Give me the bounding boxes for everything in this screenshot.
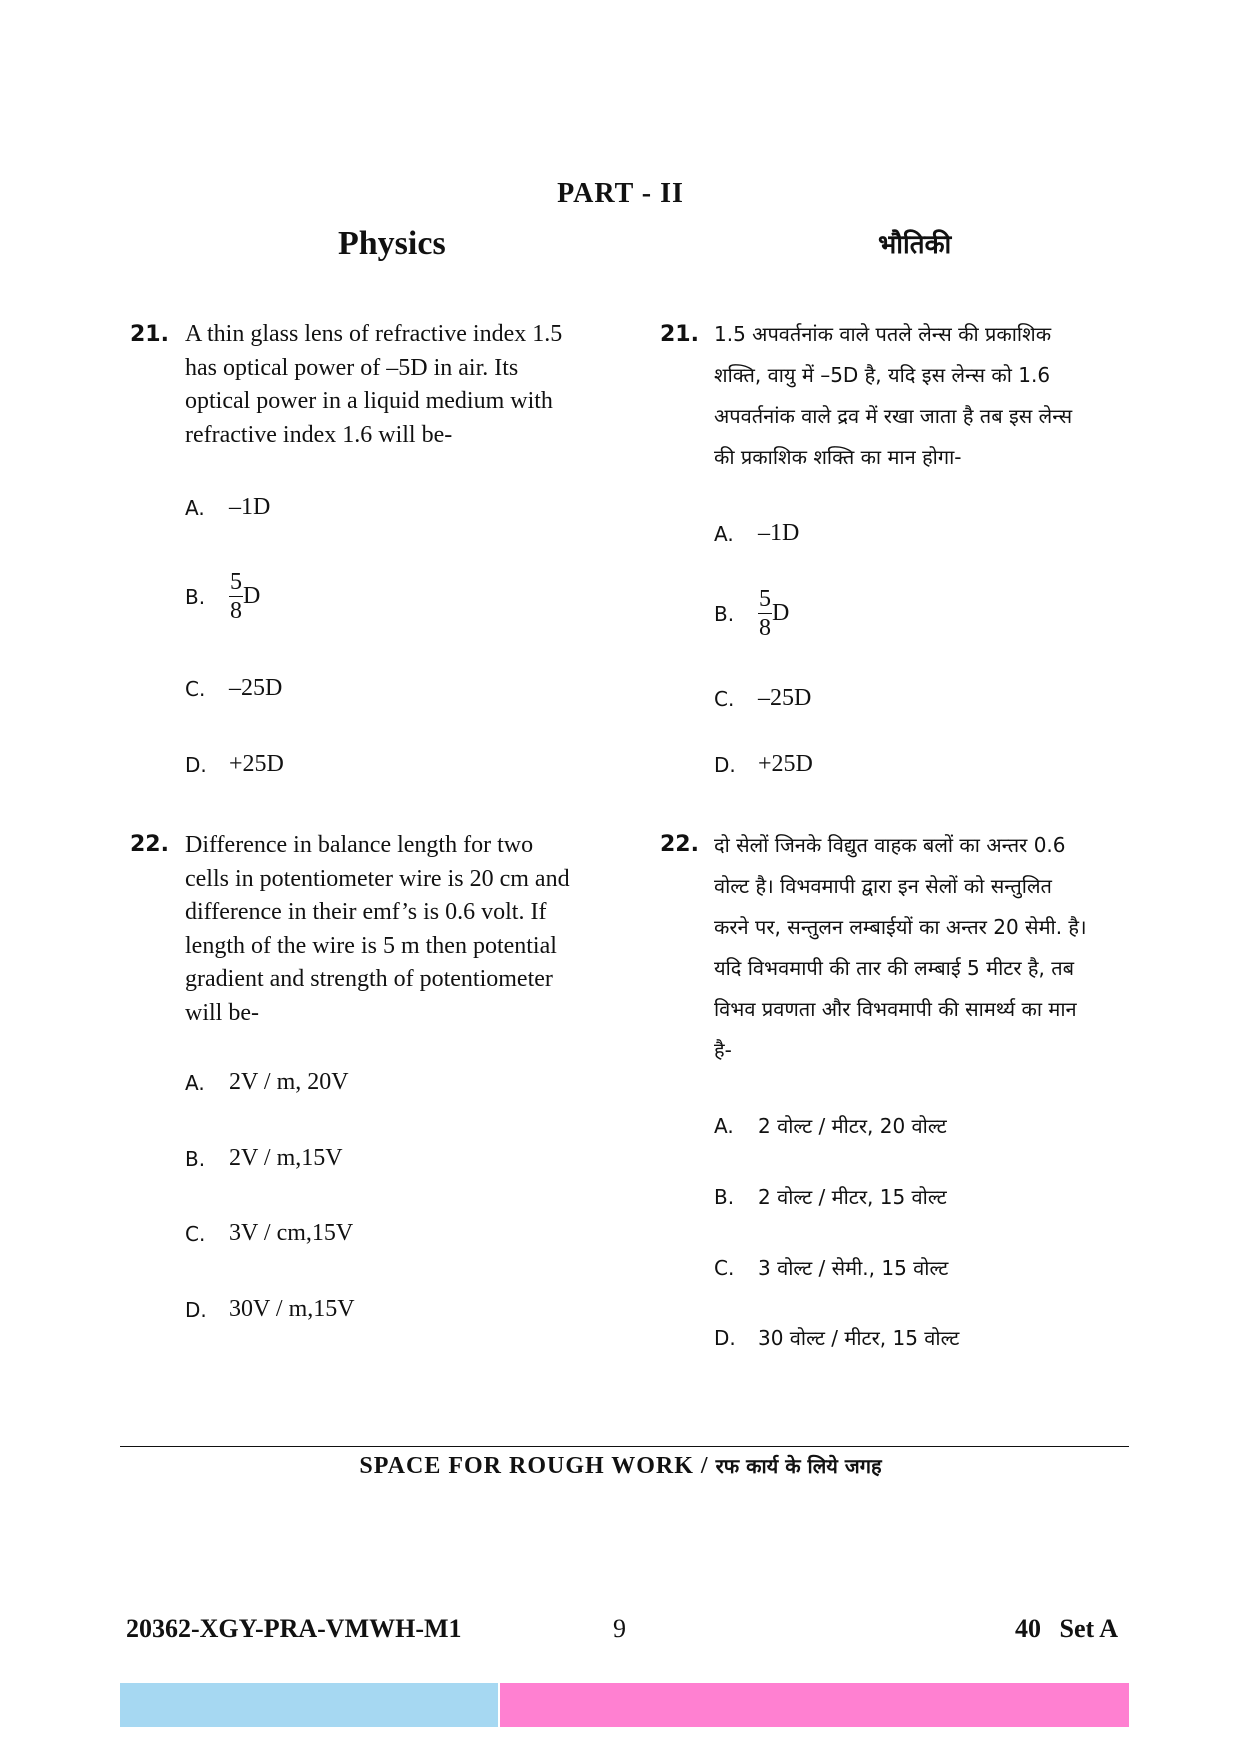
fraction-unit: D bbox=[772, 600, 790, 626]
paper-code: 20362-XGY-PRA-VMWH-M1 bbox=[126, 1614, 462, 1643]
option-letter: B. bbox=[714, 601, 735, 626]
fraction-unit: D bbox=[243, 583, 261, 609]
option-b bbox=[185, 568, 260, 625]
option-value: +25D bbox=[758, 751, 813, 777]
fraction-denominator: 8 bbox=[230, 598, 242, 624]
footer-bar-blue bbox=[120, 1683, 498, 1727]
question-line: शक्ति, वायु में –5D है, यदि इस लेन्स को 1.6 bbox=[714, 363, 1051, 387]
fraction-denominator: 8 bbox=[759, 615, 771, 641]
option-letter: D. bbox=[714, 1325, 736, 1350]
option-letter: A. bbox=[714, 1113, 734, 1138]
subject-title-hindi: भौतिकी bbox=[878, 230, 952, 260]
option-a bbox=[714, 520, 799, 547]
rough-work-label-english: SPACE FOR ROUGH WORK / bbox=[359, 1453, 709, 1479]
question-line: has optical power of –5D in air. Its bbox=[185, 354, 519, 381]
option-letter: C. bbox=[714, 1255, 735, 1280]
page-number: 9 bbox=[613, 1614, 626, 1643]
option-letter: A. bbox=[185, 1070, 205, 1095]
option-b bbox=[714, 585, 789, 642]
option-letter: B. bbox=[185, 1146, 206, 1171]
question-line: gradient and strength of potentiometer bbox=[185, 966, 553, 992]
question-line: अपवर्तनांक वाले द्रव में रखा जाता है तब इस लेन्स bbox=[714, 404, 1073, 428]
option-value: 30V / m,15V bbox=[229, 1296, 355, 1322]
question-line: 1.5 अपवर्तनांक वाले पतले लेन्स की प्रकाशिक bbox=[714, 322, 1052, 346]
option-c bbox=[714, 1254, 948, 1281]
option-letter: D. bbox=[185, 1297, 207, 1322]
option-value: –1D bbox=[758, 520, 800, 546]
question-text bbox=[185, 318, 605, 452]
option-letter: C. bbox=[714, 686, 735, 711]
option-value: 2 वोल्ट / मीटर, 15 वोल्ट bbox=[758, 1185, 947, 1209]
rough-work-label-hindi: रफ कार्य के लिये जगह bbox=[715, 1454, 882, 1478]
option-b bbox=[185, 1145, 343, 1172]
divider-line bbox=[120, 1446, 1129, 1447]
option-letter: B. bbox=[185, 584, 206, 609]
option-letter: C. bbox=[185, 1221, 206, 1246]
question-line: Difference in balance length for two bbox=[185, 832, 534, 858]
option-letter: A. bbox=[714, 521, 734, 546]
option-d bbox=[714, 751, 813, 778]
option-letter: B. bbox=[714, 1184, 735, 1209]
rough-work-label bbox=[0, 1452, 1241, 1480]
question-line: will be- bbox=[185, 999, 259, 1026]
question-text bbox=[714, 314, 1134, 478]
part-heading: PART - II bbox=[557, 178, 684, 209]
set-info bbox=[1015, 1614, 1118, 1644]
option-d bbox=[714, 1324, 959, 1351]
subject-title-english: Physics bbox=[338, 225, 446, 262]
question-line: cells in potentiometer wire is 20 cm and bbox=[185, 865, 570, 892]
question-line: यदि विभवमापी की तार की लम्बाई 5 मीटर है, तब bbox=[714, 956, 1075, 980]
option-value: 2V / m, 20V bbox=[229, 1069, 349, 1095]
fraction-numerator: 5 bbox=[759, 586, 771, 612]
question-line: दो सेलों जिनके विद्युत वाहक बलों का अन्तर 0.6 bbox=[714, 833, 1066, 857]
option-value: 3 वोल्ट / सेमी., 15 वोल्ट bbox=[758, 1256, 949, 1280]
set-number: 40 bbox=[1015, 1614, 1041, 1643]
question-number: 22. bbox=[130, 832, 169, 857]
option-letter: C. bbox=[185, 676, 206, 701]
option-b bbox=[714, 1183, 947, 1210]
option-value: 2V / m,15V bbox=[229, 1145, 343, 1171]
fraction-value bbox=[229, 568, 260, 625]
set-label: Set A bbox=[1059, 1614, 1118, 1643]
option-a bbox=[185, 494, 270, 521]
question-line: है- bbox=[714, 1038, 732, 1062]
question-line: की प्रकाशिक शक्ति का मान होगा- bbox=[714, 445, 962, 469]
fraction-numerator: 5 bbox=[230, 569, 242, 595]
option-d bbox=[185, 1296, 355, 1323]
option-value: 2 वोल्ट / मीटर, 20 वोल्ट bbox=[758, 1114, 947, 1138]
option-c bbox=[185, 1220, 353, 1247]
question-line: A thin glass lens of refractive index 1.5 bbox=[185, 321, 563, 347]
option-a bbox=[185, 1069, 349, 1096]
question-number: 21. bbox=[130, 322, 169, 347]
option-value: –25D bbox=[229, 675, 283, 701]
option-letter: D. bbox=[185, 752, 207, 777]
question-text bbox=[714, 825, 1134, 1071]
option-value: –25D bbox=[758, 685, 812, 711]
question-line: optical power in a liquid medium with bbox=[185, 388, 553, 414]
option-value: –1D bbox=[229, 494, 271, 520]
option-value: 30 वोल्ट / मीटर, 15 वोल्ट bbox=[758, 1326, 960, 1350]
question-number: 21. bbox=[660, 322, 699, 347]
question-text bbox=[185, 829, 605, 1030]
option-d bbox=[185, 751, 284, 778]
option-c bbox=[714, 685, 811, 712]
option-letter: D. bbox=[714, 752, 736, 777]
fraction-value bbox=[758, 585, 789, 642]
question-line: विभव प्रवणता और विभवमापी की सामर्थ्य का मान bbox=[714, 997, 1077, 1021]
option-c bbox=[185, 675, 282, 702]
question-line: difference in their emf’s is 0.6 volt. If bbox=[185, 899, 547, 925]
option-value: +25D bbox=[229, 751, 284, 777]
option-a bbox=[714, 1112, 947, 1139]
question-line: refractive index 1.6 will be- bbox=[185, 421, 453, 448]
option-letter: A. bbox=[185, 495, 205, 520]
question-number: 22. bbox=[660, 832, 699, 857]
footer-bar-pink bbox=[500, 1683, 1129, 1727]
option-value: 3V / cm,15V bbox=[229, 1220, 354, 1246]
question-line: करने पर, सन्तुलन लम्बाईयों का अन्तर 20 सेमी. है। bbox=[714, 915, 1087, 939]
question-line: length of the wire is 5 m then potential bbox=[185, 932, 557, 959]
question-line: वोल्ट है। विभवमापी द्वारा इन सेलों को सन्तुलित bbox=[714, 874, 1052, 898]
